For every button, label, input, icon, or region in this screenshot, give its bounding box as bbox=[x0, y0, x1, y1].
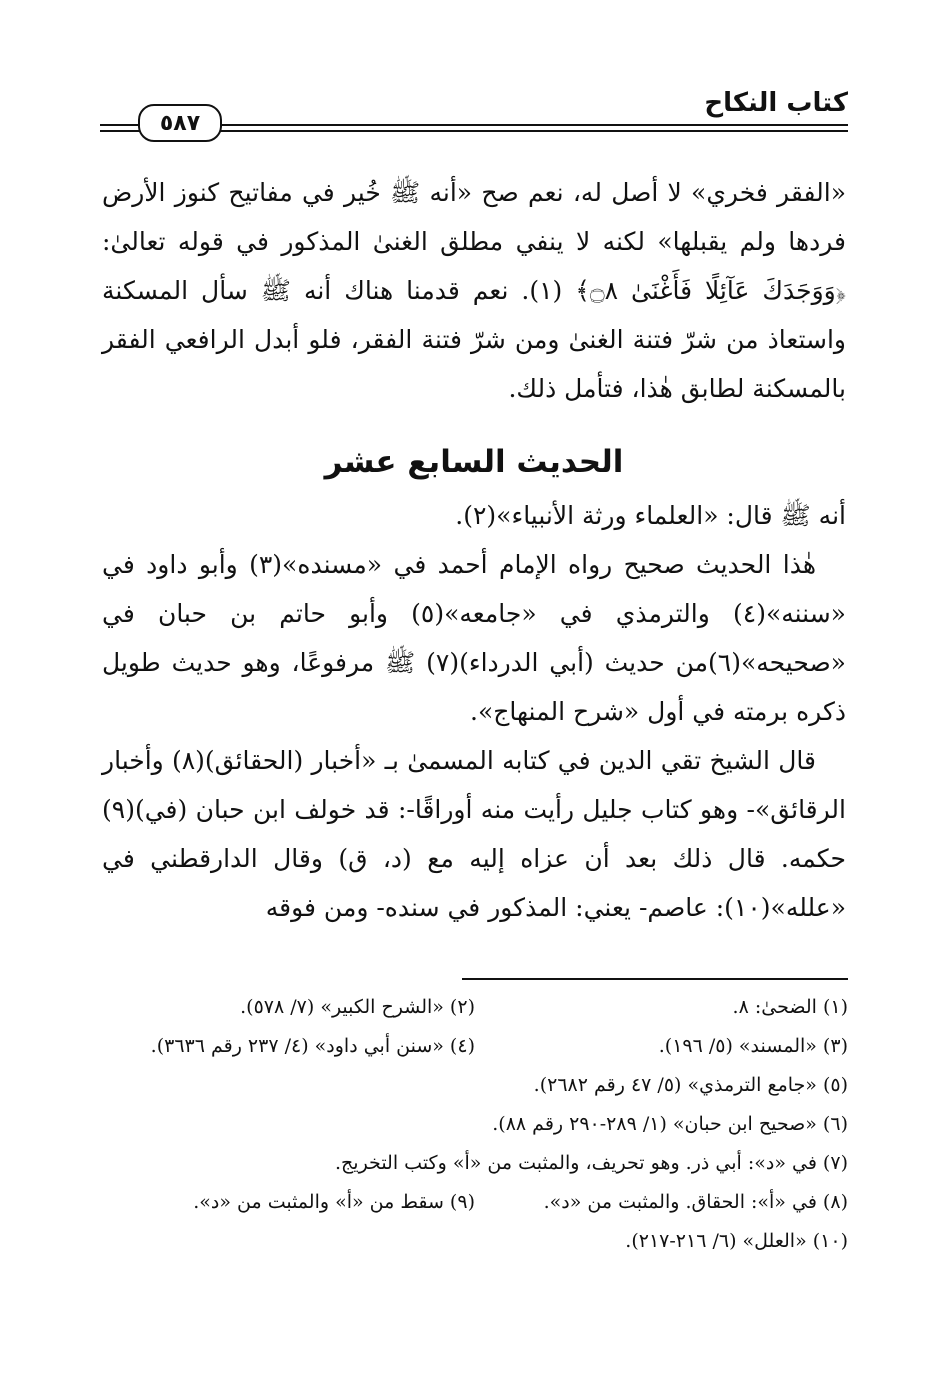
footnotes bbox=[102, 988, 848, 1261]
footnote-row bbox=[102, 1183, 848, 1222]
paragraph: «الفقر فخري» لا أصل له، نعم صح «أنه ﷺ خُير في مفاتيح كنوز الأرض فردها ولم يقبلها» لكنه لا ينفي مطلق الغنىٰ المذكور في قوله تعالىٰ: ﴿وَوَجَدَكَ عَآئِلًا فَأَغْنَىٰ ۝٨﴾ (١). نعم قدمنا هناك أنه ﷺ سأل المسكنة واستعاذ من شرّ فتنة الغنىٰ ومن شرّ فتنة الفقر، فلو أبدل الرافعي الفقر بالمسكنة لطابق هٰذا، فتأمل ذلك. bbox=[102, 178, 846, 403]
footnote-row bbox=[102, 1027, 848, 1066]
footnote: (٦) «صحيح ابن حبان» (١/ ٢٨٩-٢٩٠ رقم ٨٨). bbox=[492, 1113, 848, 1135]
footnote: (٤) «سنن أبي داود» (٤/ ٢٣٧ رقم ٣٦٣٦). bbox=[150, 1035, 475, 1057]
page-number: ٥٨٧ bbox=[138, 104, 222, 142]
page-header bbox=[100, 88, 848, 138]
footnote-separator bbox=[462, 978, 848, 980]
footnote: (٨) في «أ»: الحقاق. والمثبت من «د». bbox=[543, 1191, 848, 1213]
footnote: (٩) سقط من «أ» والمثبت من «د». bbox=[193, 1191, 475, 1213]
footnote: (٥) «جامع الترمذي» (٥/ ٤٧ رقم ٢٦٨٢). bbox=[533, 1074, 848, 1096]
footnote: (٢) «الشرح الكبير» (٧/ ٥٧٨). bbox=[240, 996, 475, 1018]
footnote-row bbox=[102, 988, 848, 1027]
footnote: (١) الضحىٰ: ٨. bbox=[732, 996, 848, 1018]
running-title: كتاب النكاح bbox=[704, 88, 848, 118]
footnote: (٧) في «د»: أبي ذر. وهو تحريف، والمثبت من «أ» وكتب التخريج. bbox=[334, 1152, 848, 1174]
footnote: (١٠) «العلل» (٦/ ٢١٦-٢١٧). bbox=[625, 1230, 848, 1252]
paragraph: أنه ﷺ قال: «العلماء ورثة الأنبياء»(٢). bbox=[455, 501, 846, 530]
footnote: (٣) «المسند» (٥/ ١٩٦). bbox=[658, 1035, 848, 1057]
paragraph: قال الشيخ تقي الدين في كتابه المسمىٰ بـ «أخبار (الحقائق)(٨) وأخبار الرقائق»- وهو كتاب جليل رأيت منه أوراقًا-: قد خولف ابن حبان (في)(٩) حكمه. قال ذلك بعد أن عزاه إليه مع (د، ق) وقال الدارقطني في «علله»(١٠): عاصم- يعني: المذكور في سنده- ومن فوقه bbox=[102, 746, 846, 922]
main-text bbox=[102, 168, 846, 932]
section-heading: الحديث السابع عشر bbox=[324, 444, 624, 480]
paragraph: هٰذا الحديث صحيح رواه الإمام أحمد في «مسنده»(٣) وأبو داود في «سننه»(٤) والترمذي في «جامعه»(٥) وأبو حاتم بن حبان في «صحيحه»(٦)من حديث (أبي الدرداء)(٧) ﷺ مرفوعًا، وهو حديث طويل ذكره برمته في أول «شرح المنهاج». bbox=[102, 550, 846, 726]
